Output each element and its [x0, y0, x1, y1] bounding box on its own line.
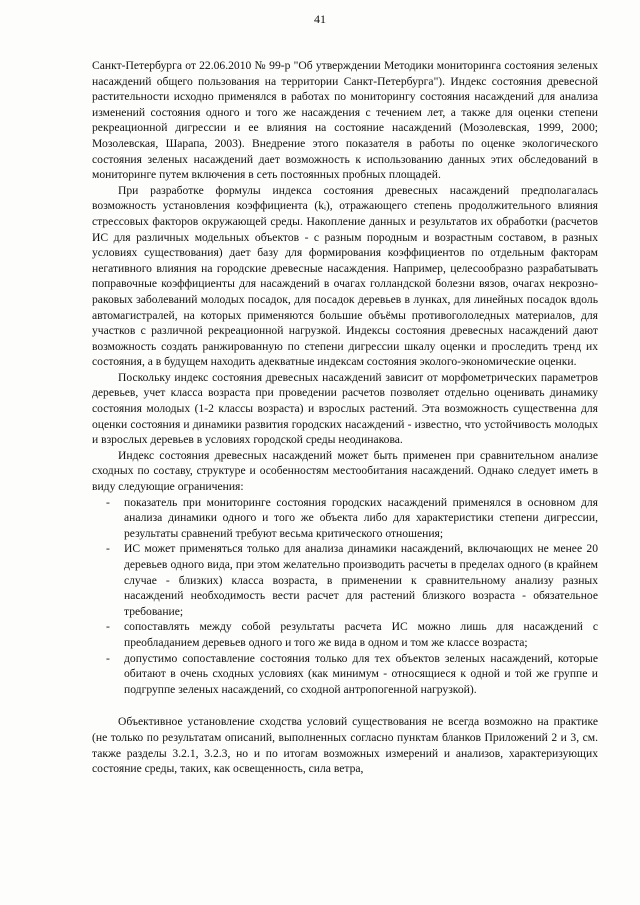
list-item-text: сопоставлять между собой результаты расчета ИС можно лишь для насаждений с преобладанием деревьев одного и того же вида в одном и том же классе возраста; — [124, 620, 598, 649]
list-item — [92, 541, 598, 619]
body-text — [92, 58, 598, 777]
list-item-text: показатель при мониторинге состояния городских насаждений применялся в основном для анализа динамики одного и того же объекта либо для характеристики степени дигрессии, результаты сравнений требуют весьма критического отношения; — [124, 495, 598, 540]
paragraph-age-classes: Поскольку индекс состояния древесных насаждений зависит от морфометрических параметров деревьев, учет класса возраста при проведении расчетов позволяет отдельно оценивать динамику состояния молодых (1-2 классы возраста) и взрослых растений. Эта возможность существенна для оценки состояния и динамики развития городских насаждений - известно, что устойчивость молодых и взрослых деревьев в условиях городской среды неодинакова. — [92, 370, 598, 447]
page-number: 41 — [314, 12, 326, 26]
paragraph-conditions-similarity: Объективное установление сходства условий существования не всегда возможно на практике (не только по результатам описаний, выполненных согласно пунктам бланков Приложений 2 и 3, см. также разделы 3.2.1, 3.2.3, но и по итогам возможных измерений и анализов, характеризующих состояние среды, таких, как освещенность, сила ветра, — [92, 715, 598, 776]
list-item — [92, 651, 598, 698]
list-item-text: ИС может применяться только для анализа динамики насаждений, включающих не менее 20 деревьев одного вида, при этом желательно производить расчеты в пределах одного (в крайнем случае - близких) класса возраста, в применении к сравнительному анализу разных насаждений необходимость вести расчет для растений близкого возраста - обязательное требование; — [124, 542, 598, 618]
list-item-text: допустимо сопоставление состояния только для тех объектов зеленых насаждений, которые обитают в очень сходных условиях (как минимум - относящиеся к одной и той же группе и подгруппе зеленых насаждений, со сходной антропогенной нагрузкой). — [124, 651, 598, 696]
bullet-dash: - — [106, 495, 110, 509]
paragraph-formula-development: При разработке формулы индекса состояния древесных насаждений предполагалась возможность установления коэффициента (kᵢ), отражающего степень продолжительного влияния стрессовых факторов окружающей среды. Накопление данных и результатов их обработки (расчетов ИС для различных модельных объектов - с разным породным и возрастным составом, в разных условиях существования) дает базу для формирования коэффициентов по отдельным факторам негативного влияния на городские древесные насаждения. Например, целесообразно разрабатывать поправочные коэффициенты для насаждений в очагах голландской болезни вязов, очагах некрозно-раковых заболеваний молодых посадок, для посадок деревьев в лунках, для линейных посадок вдоль автомагистралей, на которых применяются большие объёмы противогололедных материалов, для участков с различной рекреационной нагрузкой. Индексы состояния древесных насаждений дают возможность создать ранжированную по степени дигрессии шкалу оценки и проследить тренд их состояния, а в будущем находить адекватные индексам состояния эколого-экономические оценки. — [92, 183, 598, 369]
paragraph-continuation: Санкт-Петербурга от 22.06.2010 № 99-р "Об утверждении Методики мониторинга состояния зеленых насаждений общего пользования на территории Санкт-Петербурга"). Индекс состояния древесной растительности исходно применялся в работах по мониторингу состояния насаждений для анализа изменений состояния одного и того же насаждения с течением лет, а также для оценки степени рекреационной дигрессии и ее влияния на состояние насаждений (Мозолевская, 1999, 2000; Мозолевская, Шарапа, 2003). Внедрение этого показателя в работы по оценке экологического состояния зеленых насаждений дает возможность к использованию данных этих обследований в мониторинге путем включения в сеть постоянных пробных площадей. — [92, 59, 598, 182]
list-item — [92, 495, 598, 542]
bullet-dash: - — [106, 651, 110, 665]
paragraph-restrictions-intro: Индекс состояния древесных насаждений может быть применен при сравнительном анализе сходных по составу, структуре и особенностям местообитания насаждений. Однако следует иметь в виду следующие ограничения: — [92, 448, 598, 494]
list-item — [92, 619, 598, 650]
restrictions-list — [92, 495, 598, 698]
bullet-dash: - — [106, 542, 110, 556]
bullet-dash: - — [106, 620, 110, 634]
